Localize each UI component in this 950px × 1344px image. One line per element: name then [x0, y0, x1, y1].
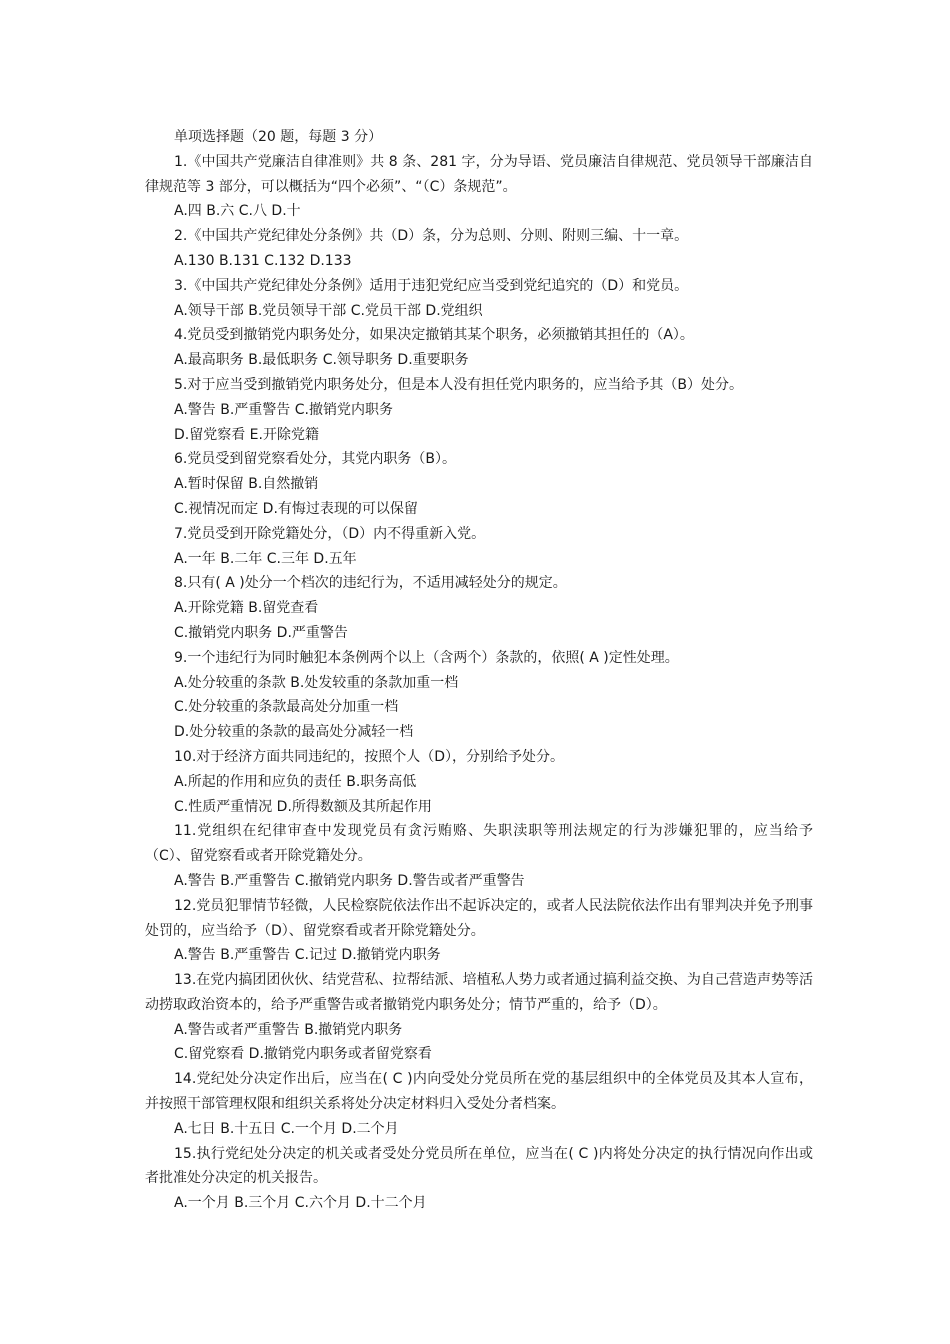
question-paragraph: 8.只有( A )处分一个档次的违纪行为，不适用减轻处分的规定。 — [174, 575, 567, 592]
question-paragraph: A.130 B.131 C.132 D.133 — [174, 252, 352, 269]
question-paragraph: D.留党察看 E.开除党籍 — [174, 426, 319, 443]
question-paragraph: 13.在党内搞团团伙伙、结党营私、拉帮结派、培植私人势力或者通过搞利益交换、为自己营造声势等活动捞取政治资本的，给予严重警告或者撤销党内职务处分；情节严重的，给予（D）。 — [145, 972, 813, 1013]
question-paragraph: A.警告 B.严重警告 C.记过 D.撤销党内职务 — [174, 947, 441, 964]
question-paragraph: C.撤销党内职务 D.严重警告 — [174, 624, 348, 641]
question-paragraph: 1.《中国共产党廉洁自律准则》共 8 条、281 字，分为导语、党员廉洁自律规范、党员领导干部廉洁自律规范等 3 部分，可以概括为“四个必须”、“（C）条规范”。 — [145, 153, 813, 195]
question-paragraph: A.警告 B.严重警告 C.撤销党内职务 — [174, 401, 393, 418]
question-paragraph: A.处分较重的条款 B.处发较重的条款加重一档 — [174, 674, 459, 691]
question-paragraph: 11.党组织在纪律审查中发现党员有贪污贿赂、失职渎职等刑法规定的行为涉嫌犯罪的，应当给予（C）、留党察看或者开除党籍处分。 — [145, 823, 813, 865]
question-paragraph: A.暂时保留 B.自然撤销 — [174, 476, 319, 493]
question-paragraph: C.视情况而定 D.有悔过表现的可以保留 — [174, 500, 418, 517]
question-paragraph: A.一个月 B.三个月 C.六个月 D.十二个月 — [174, 1195, 427, 1212]
question-paragraph: C.处分较重的条款最高处分加重一档 — [174, 699, 399, 716]
question-paragraph: A.四 B.六 C.八 D.十 — [174, 203, 301, 220]
question-paragraph: 5.对于应当受到撤销党内职务处分，但是本人没有担任党内职务的，应当给予其（B）处分。 — [174, 376, 743, 393]
question-paragraph: 9.一个违纪行为同时触犯本条例两个以上（含两个）条款的，依照( A )定性处理。 — [174, 649, 679, 666]
question-paragraph: 10.对于经济方面共同违纪的，按照个人（D），分别给予处分。 — [174, 748, 565, 765]
question-paragraph: 12.党员犯罪情节轻微，人民检察院依法作出不起诉决定的，或者人民法院依法作出有罪判决并免予刑事处罚的，应当给予（D）、留党察看或者开除党籍处分。 — [145, 897, 813, 939]
question-paragraph: A.所起的作用和应负的责任 B.职务高低 — [174, 773, 417, 790]
question-paragraph: 7.党员受到开除党籍处分，（D）内不得重新入党。 — [174, 525, 486, 542]
question-paragraph: A.七日 B.十五日 C.一个月 D.二个月 — [174, 1120, 399, 1137]
question-paragraph: A.一年 B.二年 C.三年 D.五年 — [174, 550, 357, 567]
question-paragraph: 2.《中国共产党纪律处分条例》共（D）条，分为总则、分则、附则三编、十一章。 — [174, 228, 689, 245]
question-paragraph: A.警告或者严重警告 B.撤销党内职务 — [174, 1021, 403, 1038]
question-paragraph: A.警告 B.严重警告 C.撤销党内职务 D.警告或者严重警告 — [174, 872, 525, 889]
question-paragraph: 14.党纪处分决定作出后，应当在( C )内向受处分党员所在党的基层组织中的全体党员及其本人宣布，并按照干部管理权限和组织关系将处分决定材料归入受处分者档案。 — [145, 1071, 813, 1113]
document-page — [145, 125, 813, 1216]
question-paragraph: A.最高职务 B.最低职务 C.领导职务 D.重要职务 — [174, 352, 469, 369]
question-paragraph: A.领导干部 B.党员领导干部 C.党员干部 D.党组织 — [174, 302, 483, 319]
question-paragraph: 15.执行党纪处分决定的机关或者受处分党员所在单位，应当在( C )内将处分决定的执行情况向作出或者批准处分决定的机关报告。 — [145, 1145, 813, 1187]
question-paragraph: C.性质严重情况 D.所得数额及其所起作用 — [174, 798, 432, 815]
question-paragraph: 4.党员受到撤销党内职务处分，如果决定撤销其某个职务，必须撤销其担任的（A）。 — [174, 327, 694, 344]
section-heading: 单项选择题（20 题，每题 3 分） — [174, 129, 383, 145]
question-paragraph: A.开除党籍 B.留党查看 — [174, 600, 319, 617]
question-paragraph: 3.《中国共产党纪律处分条例》适用于违犯党纪应当受到党纪追究的（D）和党员。 — [174, 277, 689, 294]
question-paragraph: D.处分较重的条款的最高处分减轻一档 — [174, 724, 414, 741]
question-paragraph: 6.党员受到留党察看处分，其党内职务（B）。 — [174, 451, 456, 468]
question-paragraph: C.留党察看 D.撤销党内职务或者留党察看 — [174, 1046, 432, 1063]
